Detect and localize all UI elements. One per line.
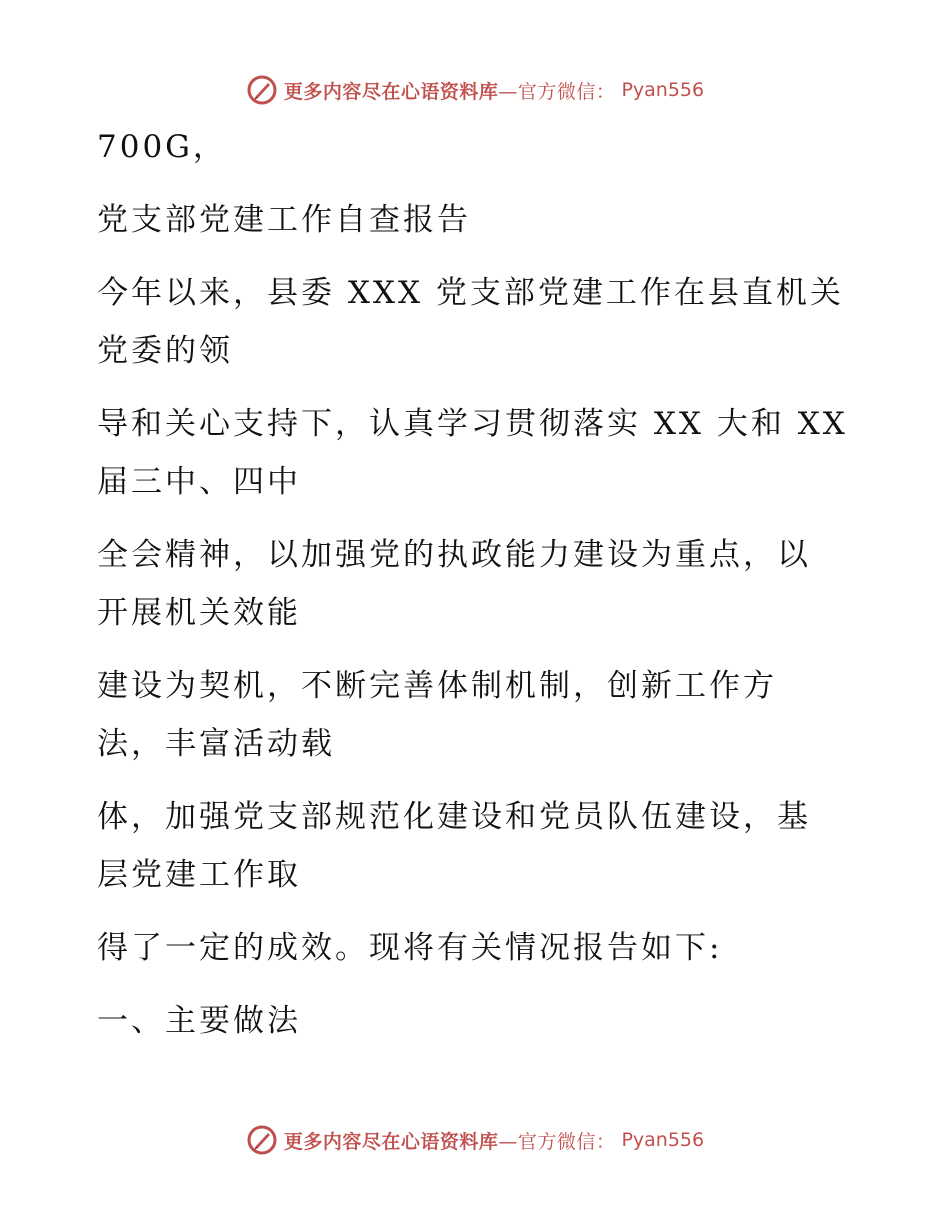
watermark-label: 官方微信：	[517, 1130, 616, 1153]
doc-line: 届三中、四中	[97, 464, 301, 500]
watermark-label: 官方微信：	[517, 80, 616, 103]
doc-line: 今年以来，县委 XXX 党支部党建工作在县直机关	[97, 275, 844, 311]
watermark-text	[284, 1127, 616, 1154]
watermark-dash: —	[498, 1130, 518, 1153]
watermark-dash: —	[498, 80, 518, 103]
watermark-id: Pyan556	[621, 79, 705, 101]
doc-title: 党支部党建工作自查报告	[97, 202, 471, 238]
watermark-brand: 更多内容尽在心语资料库	[283, 80, 499, 103]
doc-line: 体，加强党支部规范化建设和党员队伍建设，基	[97, 799, 811, 835]
watermark-footer	[0, 1120, 950, 1160]
pen-circle-logo-icon	[246, 1124, 278, 1156]
section-heading: 一、主要做法	[97, 1003, 301, 1039]
watermark-header	[0, 70, 950, 110]
doc-line: 建设为契机，不断完善体制机制，创新工作方	[97, 668, 777, 704]
watermark-brand: 更多内容尽在心语资料库	[283, 1130, 499, 1153]
doc-line: 导和关心支持下，认真学习贯彻落实 XX 大和 XX	[97, 406, 848, 442]
doc-line: 法，丰富活动载	[97, 726, 335, 762]
pen-circle-logo-icon	[246, 74, 278, 106]
doc-line: 全会精神，以加强党的执政能力建设为重点，以	[97, 537, 811, 573]
doc-line: 700G，	[97, 129, 227, 165]
document-body	[97, 118, 857, 1050]
doc-line: 得了一定的成效。现将有关情况报告如下:	[97, 930, 723, 966]
doc-line: 开展机关效能	[97, 595, 301, 631]
doc-line: 层党建工作取	[97, 857, 301, 893]
watermark-text	[284, 77, 616, 104]
watermark-id: Pyan556	[621, 1129, 705, 1151]
doc-line: 党委的领	[97, 333, 233, 369]
